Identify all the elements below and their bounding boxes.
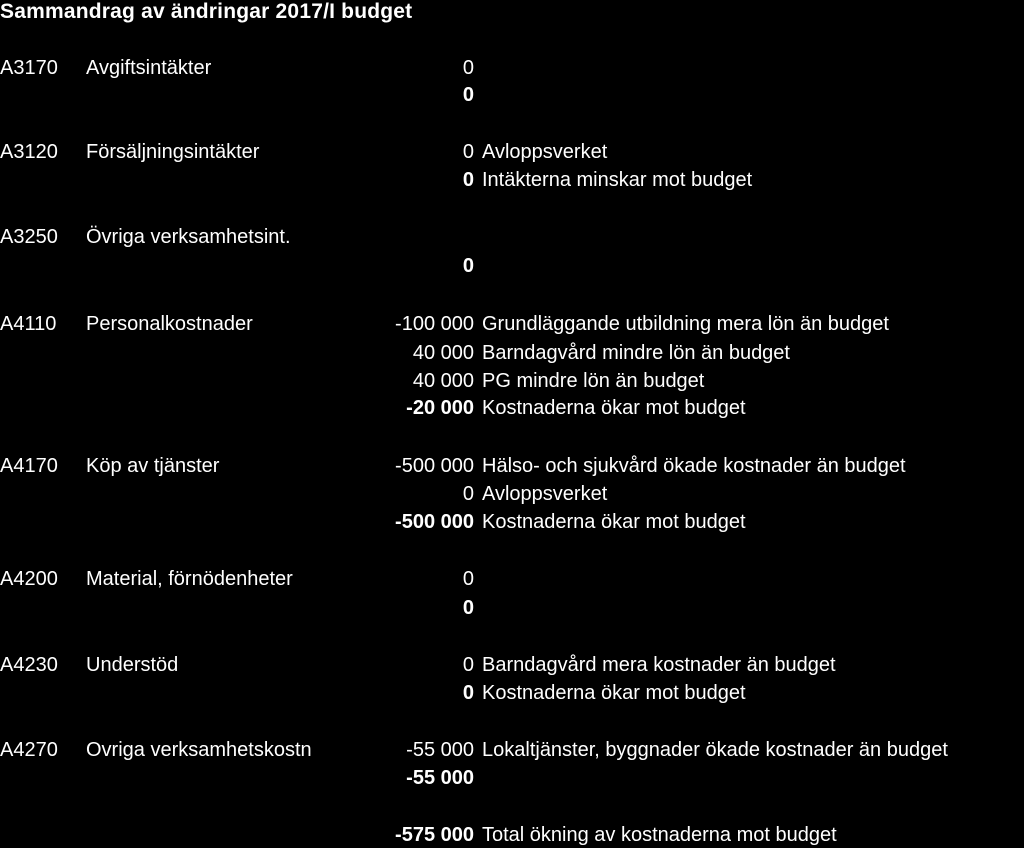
description: PG mindre lön än budget	[482, 370, 705, 392]
description: Avloppsverket	[482, 141, 608, 163]
amount: 0	[462, 57, 474, 79]
amount-subtotal: -20 000	[406, 397, 474, 419]
account-code: A3170	[0, 57, 58, 79]
description: Grundläggande utbildning mera lön än budget	[482, 313, 889, 335]
account-name: Köp av tjänster	[86, 455, 220, 477]
description: Barndagvård mera kostnader än budget	[482, 654, 836, 676]
document-title: Sammandrag av ändringar 2017/I budget	[0, 0, 413, 23]
amount: 40 000	[412, 370, 474, 392]
account-code: A4230	[0, 654, 58, 676]
account-code: A3120	[0, 141, 58, 163]
account-name: Understöd	[86, 654, 179, 676]
account-name: Övriga verksamhetsint.	[86, 226, 291, 248]
amount: 0	[462, 141, 474, 163]
amount-subtotal: -500 000	[395, 511, 474, 533]
account-code: A4170	[0, 455, 58, 477]
description: Kostnaderna ökar mot budget	[482, 682, 746, 704]
account-code: A4110	[0, 313, 57, 335]
amount-subtotal: 0	[462, 682, 474, 704]
amount-subtotal: -55 000	[406, 767, 474, 789]
account-name: Försäljningsintäkter	[86, 141, 260, 163]
amount: 0	[462, 654, 474, 676]
total-amount: -575 000	[395, 824, 474, 846]
amount-subtotal: 0	[462, 597, 474, 619]
amount-subtotal: 0	[462, 84, 474, 106]
amount: 0	[462, 483, 474, 505]
account-code: A4200	[0, 568, 58, 590]
account-name: Material, förnödenheter	[86, 568, 293, 590]
account-name: Avgiftsintäkter	[86, 57, 212, 79]
amount: 40 000	[412, 342, 474, 364]
account-code: A4270	[0, 739, 58, 761]
description: Kostnaderna ökar mot budget	[482, 511, 746, 533]
amount: 0	[462, 568, 474, 590]
description: Barndagvård mindre lön än budget	[482, 342, 790, 364]
amount: -55 000	[406, 739, 474, 761]
description: Hälso- och sjukvård ökade kostnader än budget	[482, 455, 906, 477]
account-name: Personalkostnader	[86, 313, 253, 335]
description: Avloppsverket	[482, 483, 608, 505]
description: Lokaltjänster, byggnader ökade kostnader än budget	[482, 739, 948, 761]
account-code: A3250	[0, 226, 58, 248]
description: Intäkterna minskar mot budget	[482, 169, 753, 191]
amount-subtotal: 0	[462, 255, 474, 277]
amount: -100 000	[395, 313, 474, 335]
amount-subtotal: 0	[462, 169, 474, 191]
total-description: Total ökning av kostnaderna mot budget	[482, 824, 837, 846]
amount: -500 000	[395, 455, 474, 477]
account-name: Ovriga verksamhetskostn	[86, 739, 312, 761]
description: Kostnaderna ökar mot budget	[482, 397, 746, 419]
